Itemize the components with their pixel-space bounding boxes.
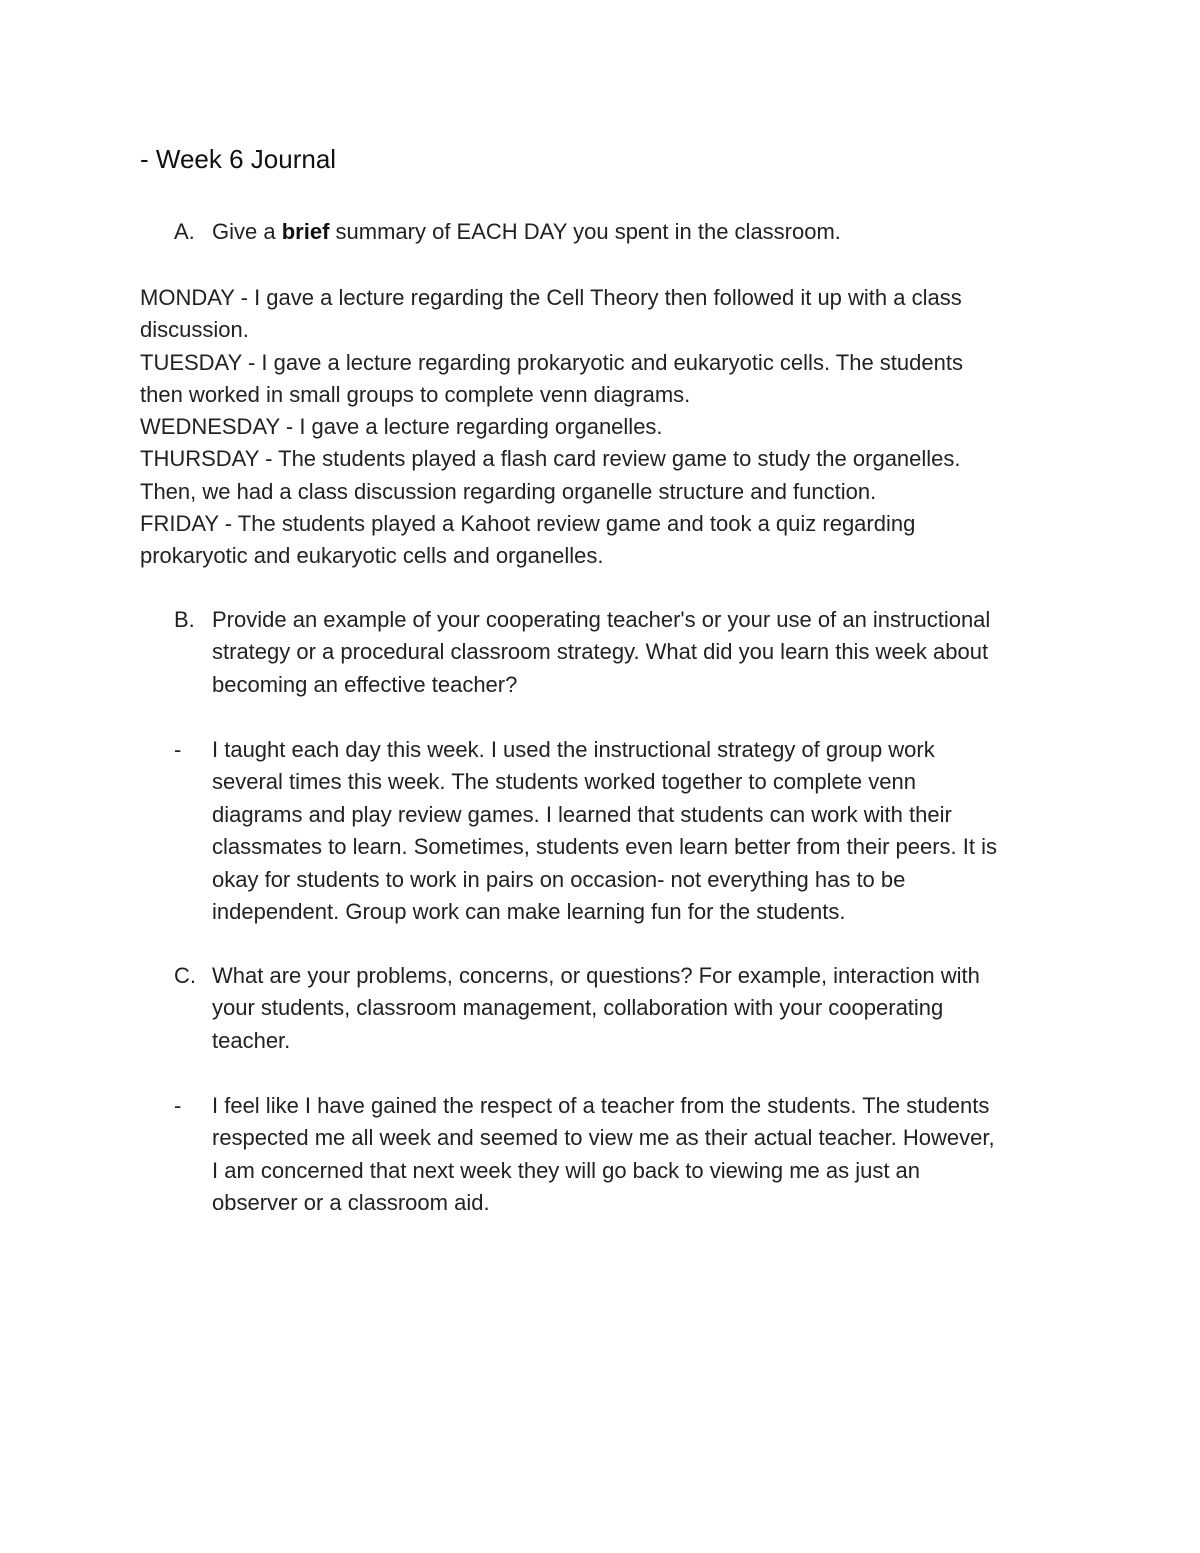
day-line: WEDNESDAY - I gave a lecture regarding organelles.	[140, 414, 663, 440]
day-tuesday	[140, 347, 1060, 412]
answer-c-marker: -	[174, 1093, 182, 1118]
answer-b-marker: -	[174, 737, 182, 762]
answer-line: respected me all week and seemed to view me as their actual teacher. However,	[212, 1125, 995, 1151]
journal-title: - Week 6 Journal	[140, 144, 337, 174]
section-b-marker: B.	[174, 607, 195, 632]
section-c-marker: C.	[174, 963, 196, 988]
answer-line: diagrams and play review games. I learned that students can work with their	[212, 801, 952, 827]
section-c-question	[174, 960, 1058, 1057]
day-line: MONDAY - I gave a lecture regarding the Cell Theory then followed it up with a class	[140, 285, 962, 310]
section-a-question	[174, 216, 1058, 248]
question-line: becoming an effective teacher?	[212, 671, 518, 697]
day-line: FRIDAY - The students played a Kahoot review game and took a quiz regarding	[140, 511, 916, 537]
answer-c	[174, 1090, 1058, 1220]
daily-summaries	[140, 282, 1060, 573]
answer-line: several times this week. The students worked together to complete venn	[212, 769, 916, 795]
answer-line: I am concerned that next week they will go back to viewing me as just an	[212, 1157, 921, 1183]
day-monday	[140, 282, 1060, 347]
answer-line: independent. Group work can make learning fun for the students.	[212, 899, 846, 925]
answer-line: classmates to learn. Sometimes, students even learn better from their peers. It is	[212, 834, 998, 860]
day-line: prokaryotic and eukaryotic cells and organelles.	[140, 543, 604, 569]
question-line: your students, classroom management, collaboration with your cooperating	[212, 995, 944, 1021]
answer-line: observer or a classroom aid.	[212, 1190, 490, 1216]
day-line: discussion.	[140, 317, 249, 343]
day-line: THURSDAY - The students played a flash card review game to study the organelles.	[140, 446, 961, 472]
day-line: TUESDAY - I gave a lecture regarding prokaryotic and eukaryotic cells. The students	[140, 349, 963, 375]
day-friday	[140, 508, 1060, 573]
question-line: teacher.	[212, 1027, 291, 1053]
section-a-suffix: summary of EACH DAY you spent in the classroom.	[335, 219, 841, 244]
question-line: What are your problems, concerns, or questions? For example, interaction with	[212, 963, 980, 988]
day-line: Then, we had a class discussion regarding organelle structure and function.	[140, 478, 877, 504]
question-line: Provide an example of your cooperating teacher's or your use of an instructional	[212, 607, 991, 632]
question-line: strategy or a procedural classroom strategy. What did you learn this week about	[212, 639, 989, 665]
answer-line: okay for students to work in pairs on occasion- not everything has to be	[212, 866, 906, 892]
section-a-bold-word: brief	[281, 219, 330, 244]
answer-line: I taught each day this week. I used the instructional strategy of group work	[212, 737, 935, 762]
day-wednesday	[140, 411, 1060, 443]
day-thursday	[140, 443, 1060, 508]
section-a-prefix: Give a	[212, 219, 276, 244]
day-line: then worked in small groups to complete venn diagrams.	[140, 381, 691, 407]
answer-line: I feel like I have gained the respect of a teacher from the students. The students	[212, 1093, 990, 1118]
section-a-marker: A.	[174, 219, 195, 244]
answer-b	[174, 734, 1058, 928]
section-b-question	[174, 604, 1058, 701]
